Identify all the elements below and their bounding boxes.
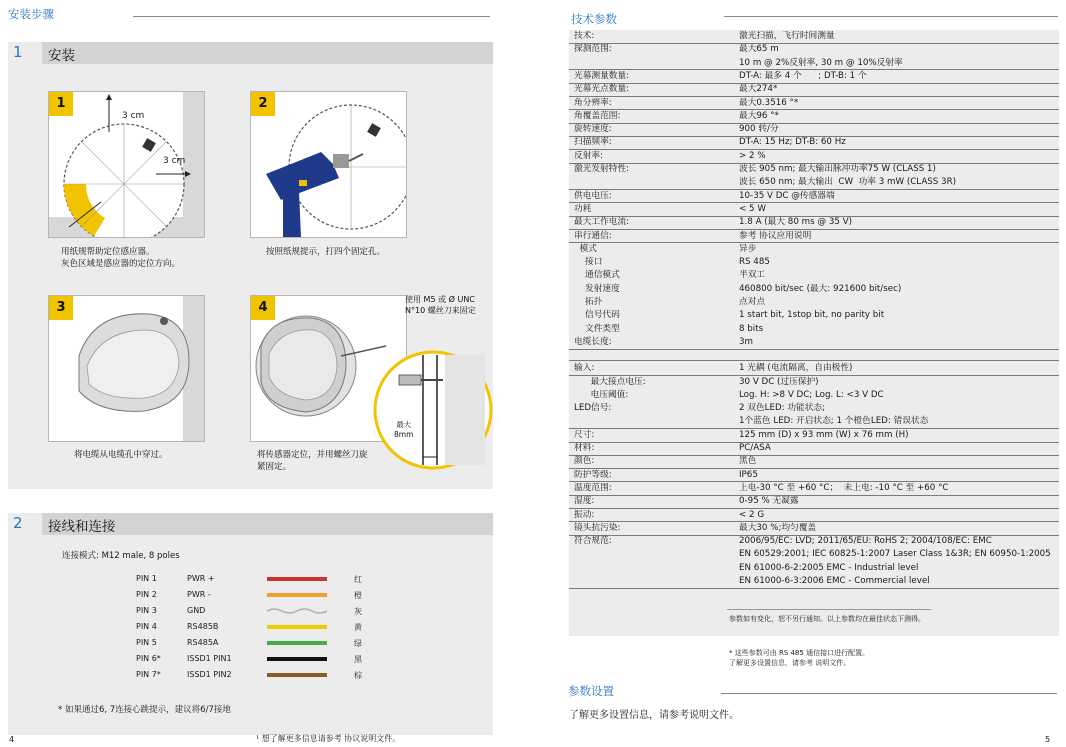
spec-key: 电缆长度:	[574, 336, 612, 347]
spec-value: 10 m @ 2%反射率, 30 m @ 10%反射率	[739, 57, 903, 68]
wire-color-swatch	[267, 577, 327, 581]
pin-signal: RS485A	[187, 638, 219, 647]
section-number: 1	[13, 43, 23, 61]
spec-key: 角覆盖范围:	[574, 110, 621, 121]
spec-value: 波长 650 nm; 最大输出 CW 功率 3 mW (CLASS 3R)	[739, 177, 957, 188]
dimension-label-top: 3 cm	[122, 111, 145, 121]
spec-row	[569, 97, 1059, 110]
spec-key: 电压阈值:	[574, 389, 629, 400]
wire-color-swatch	[267, 607, 327, 615]
spec-key: 拓扑	[574, 297, 603, 307]
spec-key: 供电电压:	[574, 190, 612, 201]
spec-row	[569, 469, 1059, 482]
section-title-bar	[42, 42, 493, 64]
right-page-header: 技术参数	[571, 12, 617, 26]
spec-row	[569, 243, 1059, 256]
spec-key: 光幕光点数量:	[574, 84, 630, 95]
spec-row	[569, 43, 1059, 70]
spec-value: EN 61000-6-2:2005 EMC - Industrial level	[739, 562, 919, 573]
spec-key: 尺寸:	[574, 429, 595, 440]
pin-signal: PWR -	[187, 590, 211, 599]
spec-key: 光幕测量数量:	[574, 70, 630, 81]
pin-id: PIN 4	[136, 622, 157, 631]
spec-value: 异步	[739, 243, 757, 254]
spec-divider	[569, 360, 1059, 361]
spec-disclaimer: 参数如有变化，恕不另行通知。以上参数均在最佳状态下测得。	[729, 615, 925, 623]
step-1-caption: 用纸规帮助定位感应器。 灰色区域是感应器的定位方向。	[61, 247, 181, 269]
note-divider	[727, 609, 931, 610]
pin-row	[0, 606, 493, 618]
spec-row	[569, 522, 1059, 535]
spec-value: EN 61000-6-3:2006 EMC - Commercial level	[739, 575, 930, 586]
pin-signal: ISSD1 PIN1	[187, 654, 232, 663]
wiring-footnote: * 如果通过6, 7连接心跳提示，建议将6/7接地	[58, 705, 231, 715]
spec-key: 最大接点电压:	[574, 376, 646, 387]
spec-row	[569, 429, 1059, 442]
spec-row	[569, 230, 1059, 243]
spec-row	[569, 136, 1059, 149]
spec-key: 技术:	[574, 31, 595, 41]
header-divider	[724, 16, 1058, 17]
spec-row	[569, 203, 1059, 216]
max-depth-label: 最大 8mm	[394, 420, 414, 439]
spec-key: 输入:	[574, 363, 595, 374]
spec-row	[569, 376, 1059, 389]
spec-value: EN 60529:2001; IEC 60825-1:2007 Laser Class 1&3R; EN 60950-1:2005	[739, 549, 1051, 560]
spec-key: 通信模式	[574, 270, 620, 281]
param-settings-header: 参数设置	[568, 684, 614, 698]
wire-color-name: 棕	[354, 671, 362, 680]
spec-key: 扫描频率:	[574, 137, 612, 148]
pin-id: PIN 2	[136, 590, 157, 599]
spec-value: 最大274*	[739, 84, 778, 95]
pin-signal: ISSD1 PIN2	[187, 670, 232, 679]
spec-row	[569, 256, 1059, 269]
pin-row	[0, 574, 493, 586]
spec-key: 振动:	[574, 509, 595, 520]
spec-value: 460800 bit/sec (最大: 921600 bit/sec)	[739, 283, 902, 294]
spec-key: 材料:	[574, 443, 595, 453]
step-number: 3	[49, 296, 73, 320]
wire-color-name: 橙	[354, 591, 362, 600]
spec-key: 文件类型	[574, 323, 620, 334]
spec-value: 上电-30 °C 至 +60 °C； 未上电: -10 °C 至 +60 °C	[739, 482, 949, 493]
spec-value: > 2 %	[739, 150, 766, 161]
spec-row	[569, 296, 1059, 309]
spec-value: 波长 905 nm; 最大输出脉冲功率75 W (CLASS 1)	[739, 164, 936, 174]
wire-color-swatch	[267, 641, 327, 645]
step-4-caption: 将传感器定位，并用螺丝刀旋 紧固定。	[257, 450, 368, 472]
spec-row	[569, 30, 1059, 43]
pin-row	[0, 622, 493, 634]
step-2-caption: 按照纸规提示，打四个固定孔。	[266, 247, 386, 257]
spec-key: 颜色:	[574, 456, 595, 467]
spec-row	[569, 150, 1059, 163]
pin-id: PIN 1	[136, 574, 157, 583]
spec-key: 镜头抗污染:	[574, 522, 621, 533]
spec-value: 1个蓝色 LED: 开启状态; 1 个橙色LED: 错误状态	[739, 416, 929, 427]
spec-key: 反射率:	[574, 150, 603, 161]
spec-value: 1 光耦 (电流隔离，自由极性)	[739, 363, 853, 374]
spec-value: 2006/95/EC: LVD; 2011/65/EU: RoHS 2; 2004/108/EC: EMC	[739, 536, 992, 547]
spec-value: 参考 协议应用说明	[739, 230, 812, 241]
step-3-illustration	[48, 295, 205, 442]
spec-value: Log. H: >8 V DC; Log. L: <3 V DC	[739, 389, 884, 400]
pin-id: PIN 3	[136, 606, 157, 615]
spec-row	[569, 402, 1059, 429]
spec-key: 湿度:	[574, 496, 595, 507]
wire-color-name: 黑	[354, 655, 362, 664]
spec-value: < 5 W	[739, 203, 766, 214]
param-settings-text: 了解更多设置信息，请参考说明文件。	[569, 710, 739, 721]
header-divider	[133, 16, 490, 17]
spec-row	[569, 283, 1059, 296]
spec-key: 发射速度	[574, 283, 620, 294]
spec-footnote: * 这些参数可由 RS 485 通信接口进行配置。 了解更多设置信息，请参考 说明文件。	[729, 649, 870, 667]
screw-detail-zoom	[373, 345, 498, 475]
spec-row	[569, 362, 1059, 375]
spec-row	[569, 83, 1059, 96]
spec-key: 模式	[574, 243, 597, 254]
spec-row	[569, 535, 1059, 588]
spec-value: 1 start bit, 1stop bit, no parity bit	[739, 310, 885, 321]
section-title: 接线和连接	[48, 519, 116, 535]
spec-value: 900 转/分	[739, 124, 779, 135]
pin-id: PIN 6*	[136, 654, 161, 663]
section-number: 2	[13, 514, 23, 532]
spec-key: 温度范围:	[574, 482, 612, 493]
spec-value: IP65	[739, 469, 758, 480]
spec-value: DT-A: 最多 4 个 ; DT-B: 1 个	[739, 70, 867, 81]
spec-key: 激光发射特性:	[574, 164, 630, 174]
spec-key: 串行通信:	[574, 230, 612, 241]
step-3-caption: 将电缆从电缆孔中穿过。	[74, 450, 168, 460]
spec-row	[569, 123, 1059, 136]
pin-id: PIN 5	[136, 638, 157, 647]
header-divider	[721, 693, 1057, 694]
spec-row	[569, 495, 1059, 508]
spec-row	[569, 190, 1059, 203]
spec-key: 旋转速度:	[574, 124, 612, 135]
spec-value: 最大0.3516 °*	[739, 97, 799, 108]
spec-value: 点对点	[739, 297, 766, 307]
spec-row	[569, 163, 1059, 190]
spec-row	[569, 323, 1059, 336]
spec-value: 30 V DC (过压保护)	[739, 376, 819, 387]
wire-color-name: 红	[354, 575, 362, 584]
spec-row	[569, 336, 1059, 349]
spec-key: 信号代码	[574, 310, 620, 321]
spec-value: 激光扫描，飞行时间测量	[739, 31, 835, 41]
spec-row	[569, 509, 1059, 522]
pin-signal: RS485B	[187, 622, 219, 631]
spec-key: 角分辨率:	[574, 97, 612, 108]
spec-value: 最大96 °*	[739, 110, 779, 121]
connection-mode: 连接模式: M12 male, 8 poles	[62, 551, 180, 561]
wire-color-name: 绿	[354, 639, 362, 648]
wire-color-swatch	[267, 625, 327, 629]
spec-value: 3m	[739, 336, 753, 347]
pin-id: PIN 7*	[136, 670, 161, 679]
spec-value: PC/ASA	[739, 443, 771, 453]
step-number: 2	[251, 92, 275, 116]
spec-value: 1.8 A (最大 80 ms @ 35 V)	[739, 217, 852, 228]
spec-row	[569, 269, 1059, 282]
spec-row	[569, 389, 1059, 402]
dimension-label-right: 3 cm	[163, 156, 186, 166]
pin-row	[0, 670, 493, 682]
spec-key: 最大工作电流:	[574, 217, 630, 228]
spec-key: 防护等级:	[574, 469, 612, 480]
spec-value: 最大30 %;均匀覆盖	[739, 522, 817, 533]
spec-row	[569, 110, 1059, 123]
spec-key: 接口	[574, 257, 603, 268]
screw-note: 使用 M5 或 Ø UNC N°10 螺丝刀来固定	[405, 295, 476, 315]
spec-row	[569, 442, 1059, 455]
step-number: 4	[251, 296, 275, 320]
spec-row	[569, 455, 1059, 468]
pin-row	[0, 654, 493, 666]
spec-value: < 2 G	[739, 509, 765, 520]
spec-value: 半双工	[739, 270, 766, 281]
spec-row	[569, 482, 1059, 495]
spec-value: 8 bits	[739, 323, 764, 334]
step-1-illustration	[48, 91, 205, 238]
wire-color-swatch	[267, 593, 327, 597]
pin-row	[0, 590, 493, 602]
step-number: 1	[49, 92, 73, 116]
step-2-illustration	[250, 91, 407, 238]
wire-color-name: 黄	[354, 623, 362, 632]
pin-signal: PWR +	[187, 574, 215, 583]
pin-row	[0, 638, 493, 650]
spec-value: 2 双色LED: 功能状态;	[739, 403, 826, 414]
spec-value: 最大65 m	[739, 44, 779, 55]
spec-value: RS 485	[739, 257, 770, 268]
page-number-right: 5	[1045, 735, 1051, 744]
spec-value: 125 mm (D) x 93 mm (W) x 76 mm (H)	[739, 429, 909, 440]
section-title: 安装	[48, 48, 75, 64]
left-page-header: 安装步骤	[8, 7, 54, 21]
spec-key: 功耗	[574, 203, 592, 214]
wire-color-name: 灰	[354, 607, 362, 616]
spec-key: LED信号:	[574, 403, 612, 414]
spec-row	[569, 216, 1059, 229]
wire-color-swatch	[267, 657, 327, 661]
spec-value: 黑色	[739, 456, 757, 467]
spec-value: 0-95 % 无凝露	[739, 496, 799, 507]
spec-value: DT-A: 15 Hz; DT-B: 60 Hz	[739, 137, 846, 148]
spec-value: 10-35 V DC @传感器端	[739, 190, 835, 201]
spec-row	[569, 309, 1059, 322]
page-number-left: 4	[9, 735, 15, 744]
spec-key: 符合规范:	[574, 536, 612, 547]
pin-signal: GND	[187, 606, 206, 615]
bottom-note: ¹ 想了解更多信息请参考 协议说明文件。	[256, 734, 401, 743]
spec-row	[569, 70, 1059, 83]
spec-key: 探测范围:	[574, 44, 612, 55]
wire-color-swatch	[267, 673, 327, 677]
